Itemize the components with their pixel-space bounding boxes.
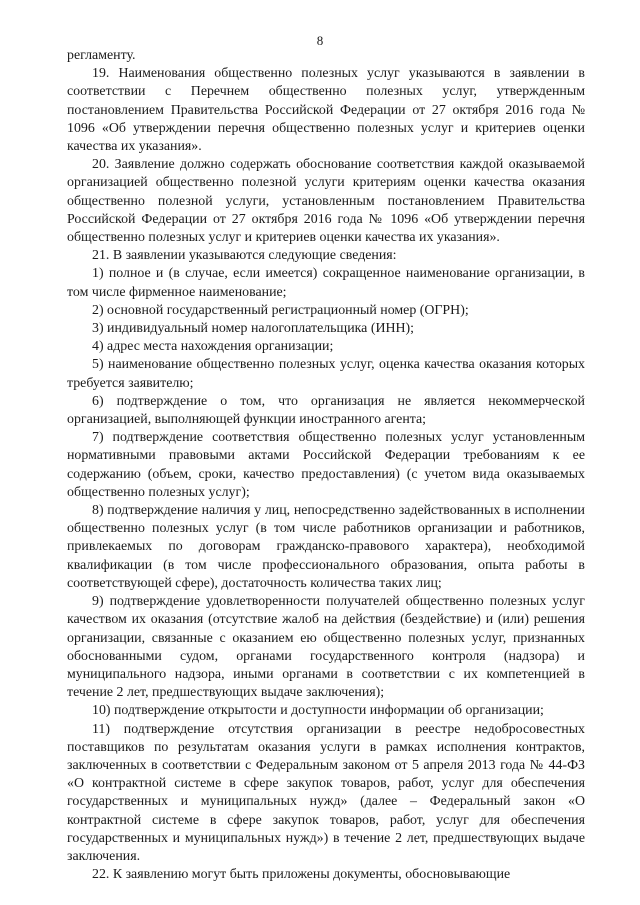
list-item-8: 8) подтверждение наличия у лиц, непосредственно задействованных в исполнении общественно полезных услуг (в том числе работников организации и работников, привлекаемых по договорам гражданско-правового характера), необходимой квалификации (в том числе профессионального образования, опыта работы в соответствующей сфере), достаточность количества таких лиц; (67, 503, 585, 591)
paragraph-0: регламенту. (67, 48, 136, 63)
list-item-4: 4) адрес места нахождения организации; (92, 339, 334, 355)
paragraph-21: 21. В заявлении указываются следующие сведения: (92, 248, 397, 264)
list-item-7: 7) подтверждение соответствия общественно полезных услуг установленным нормативными правовыми актами Российской Федерации требованиям к ее содержанию (объем, сроки, качество предоставления) (с учетом вида оказываемых общественно полезных услуг); (67, 430, 585, 500)
list-item-3: 3) индивидуальный номер налогоплательщика (ИНН); (92, 321, 415, 337)
list-item-5: 5) наименование общественно полезных услуг, оценка качества оказания которых требуется заявителю; (67, 357, 585, 391)
list-item-9: 9) подтверждение удовлетворенности получателей общественно полезных услуг качеством их оказания (отсутствие жалоб на действия (бездействие) и (или) решения организации, связанные с оказанием ею общественно полезных услуг, признанных обоснованными судом, органами государственного контроля (надзора) и муниципального надзора, иными органами в соответствии с их компетенцией в течение 2 лет, предшествующих выдаче заключения); (67, 594, 585, 701)
paragraph-19: 19. Наименования общественно полезных услуг указываются в заявлении в соответствии с Перечнем общественно полезных услуг, утвержденным постановлением Правительства Российской Федерации от 27 октября 2016 года № 1096 «Об утверждении перечня общественно полезных услуг и критериев оценки качества их указания». (67, 66, 585, 155)
list-item-1: 1) полное и (в случае, если имеется) сокращенное наименование организации, в том числе фирменное наименование; (67, 266, 585, 300)
list-item-10: 10) подтверждение открытости и доступности информации об организации; (92, 703, 544, 719)
list-item-11: 11) подтверждение отсутствия организации в реестре недобросовестных поставщиков по результатам оказания услуги в рамках исполнения контрактов, заключенных в соответствии с Федеральным законом от 5 апреля 2013 года № 44-ФЗ «О контрактной системе в сфере закупок товаров, работ, услуг для обеспечения государственных и муниципальных нужд» (далее – Федеральный закон «О контрактной системе в сфере закупок товаров, работ, услуг для обеспечения государственных и муниципальных нужд») в течение 2 лет, предшествующих выдаче заключения. (67, 721, 585, 864)
paragraph-22: 22. К заявлению могут быть приложены документы, обосновывающие (92, 867, 511, 883)
list-item-6: 6) подтверждение о том, что организация не является некоммерческой организацией, выполняющей функции иностранного агента; (67, 393, 585, 428)
list-item-2: 2) основной государственный регистрационный номер (ОГРН); (92, 302, 469, 318)
document-body (67, 47, 585, 884)
page-number: 8 (316, 33, 324, 48)
paragraph-20: 20. Заявление должно содержать обоснование соответствия каждой оказываемой организацией общественно полезной услуги критериям оценки качества оказания общественно полезной услуги, установленным постановлением Правительства Российской Федерации от 27 октября 2016 года № 1096 «Об утверждении перечня общественно полезных услуг и критериев оценки качества их указания». (67, 157, 585, 246)
